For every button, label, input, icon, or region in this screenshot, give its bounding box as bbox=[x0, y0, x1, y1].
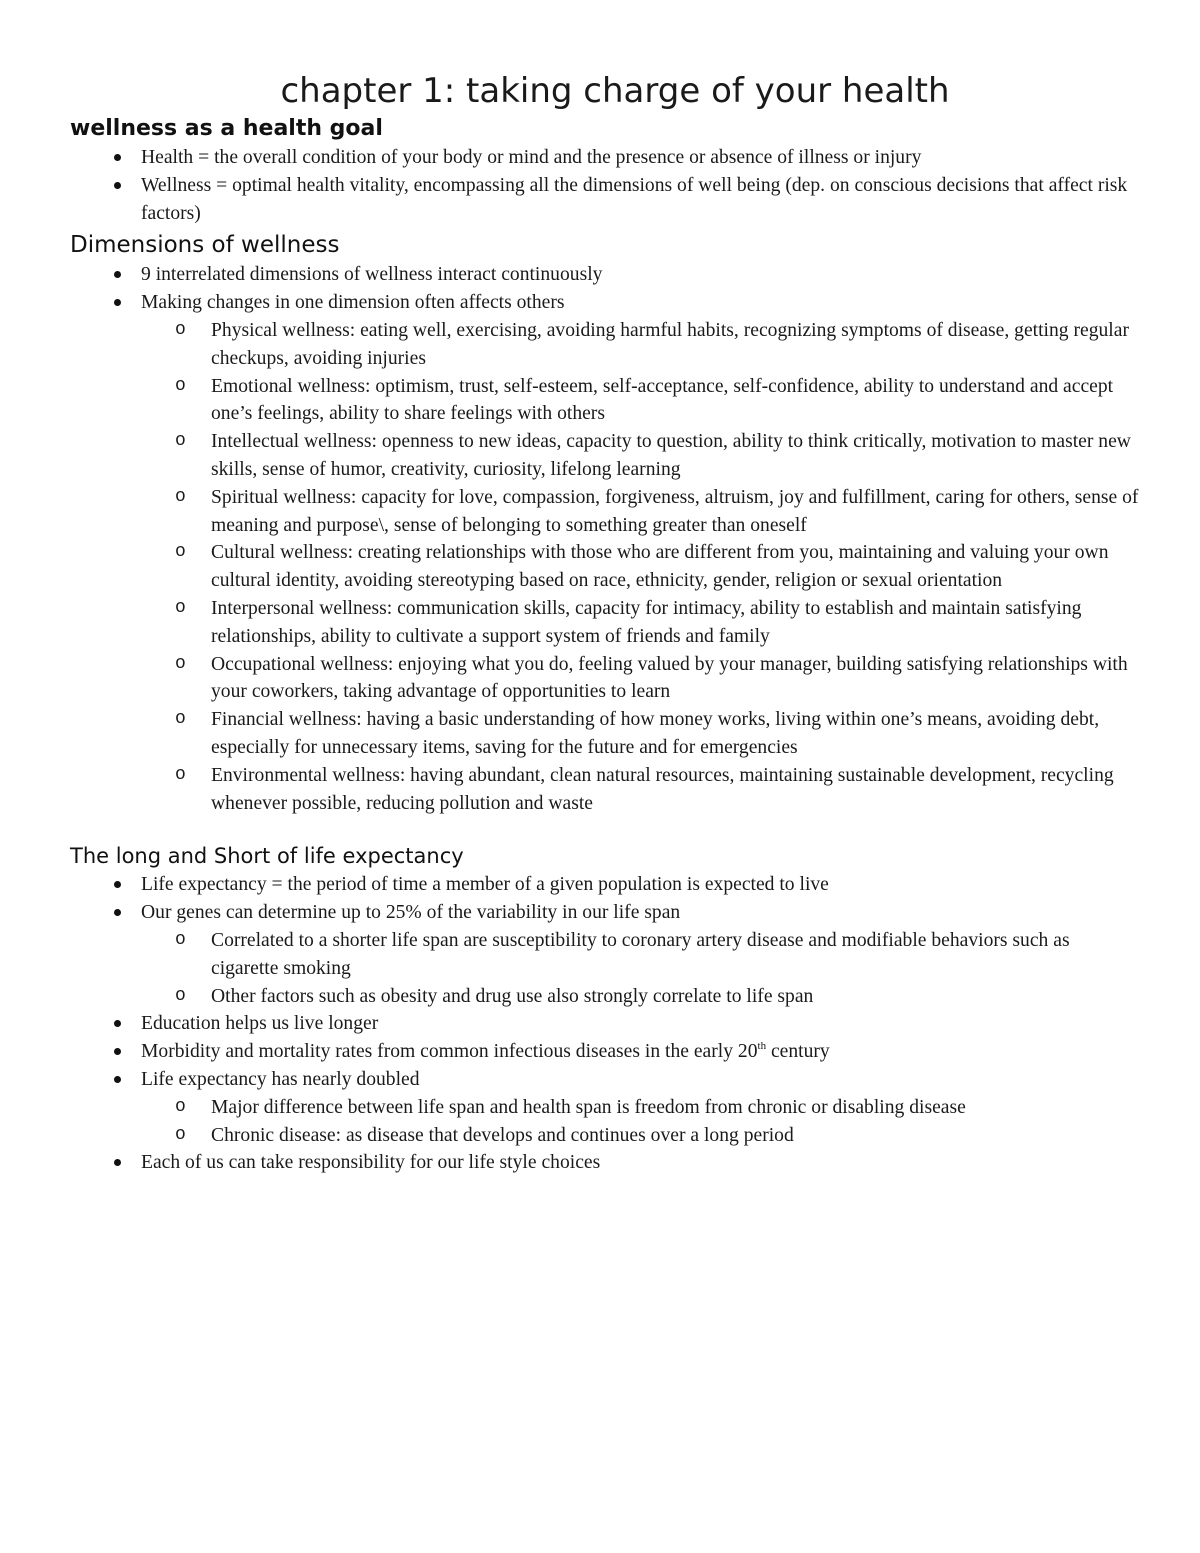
page-title: chapter 1: taking charge of your health bbox=[280, 71, 950, 111]
list-item: Wellness = optimal health vitality, encompassing all the dimensions of well being (dep. on conscious decisions that affect risk factors) bbox=[70, 172, 1140, 228]
bullet-list bbox=[70, 871, 1140, 927]
bullet-list bbox=[70, 144, 1140, 227]
sub-list-item: o Environmental wellness: having abundant, clean natural resources, maintaining sustainable development, recycling whenever possible, reducing pollution and waste bbox=[70, 762, 1140, 818]
document-page bbox=[70, 68, 1140, 1177]
section-heading-dimensions: Dimensions of wellness bbox=[70, 232, 340, 259]
list-item-text: century bbox=[766, 1041, 830, 1063]
bullet-list bbox=[70, 261, 1140, 317]
list-item: Each of us can take responsibility for our life style choices bbox=[70, 1149, 1140, 1177]
sub-list-item: o Occupational wellness: enjoying what you do, feeling valued by your manager, building satisfying relationships with your coworkers, taking advantage of opportunities to learn bbox=[70, 651, 1140, 707]
sub-list-item: o Correlated to a shorter life span are susceptibility to coronary artery disease and modifiable behaviors such as cigarette smoking bbox=[70, 927, 1140, 983]
bullet-list bbox=[70, 1010, 1140, 1093]
sub-bullet-list bbox=[70, 927, 1140, 1010]
bullet-list bbox=[70, 1149, 1140, 1177]
sub-list-item: o Interpersonal wellness: communication skills, capacity for intimacy, ability to establish and maintain satisfying relationships, ability to cultivate a support system of friends and family bbox=[70, 595, 1140, 651]
sub-list-item: o Financial wellness: having a basic understanding of how money works, living within one’s means, avoiding debt, especially for unnecessary items, saving for the future and for emergencies bbox=[70, 706, 1140, 762]
sub-list-item: o Chronic disease: as disease that develops and continues over a long period bbox=[70, 1122, 1140, 1150]
sub-list-item: o Intellectual wellness: openness to new ideas, capacity to question, ability to think critically, motivation to master new skills, sense of humor, creativity, curiosity, lifelong learning bbox=[70, 428, 1140, 484]
ordinal-suffix: th bbox=[757, 1040, 767, 1053]
list-item: Making changes in one dimension often affects others bbox=[70, 289, 1140, 317]
list-item: Life expectancy has nearly doubled bbox=[70, 1066, 1140, 1094]
sub-list-item: o Other factors such as obesity and drug use also strongly correlate to life span bbox=[70, 983, 1140, 1011]
section-heading-wellness-goal: wellness as a health goal bbox=[70, 116, 383, 141]
sub-list-item: o Physical wellness: eating well, exercising, avoiding harmful habits, recognizing symptoms of disease, getting regular checkups, avoiding injuries bbox=[70, 317, 1140, 373]
sub-bullet-list bbox=[70, 1094, 1140, 1150]
list-item: Life expectancy = the period of time a member of a given population is expected to live bbox=[70, 871, 1140, 899]
list-item-text: Morbidity and mortality rates from common infectious diseases in the early 20 bbox=[141, 1041, 758, 1063]
sub-bullet-list bbox=[70, 317, 1140, 817]
list-item: Education helps us live longer bbox=[70, 1010, 1140, 1038]
sub-list-item: o Spiritual wellness: capacity for love, compassion, forgiveness, altruism, joy and fulfillment, caring for others, sense of meaning and purpose\, sense of belonging to something greater than oneself bbox=[70, 484, 1140, 540]
section-heading-life-expectancy: The long and Short of life expectancy bbox=[70, 844, 464, 869]
list-item: Health = the overall condition of your body or mind and the presence or absence of illness or injury bbox=[70, 144, 1140, 172]
list-item bbox=[70, 1038, 1140, 1066]
sub-list-item: o Major difference between life span and health span is freedom from chronic or disabling disease bbox=[70, 1094, 1140, 1122]
list-item: Our genes can determine up to 25% of the variability in our life span bbox=[70, 899, 1140, 927]
sub-list-item: o Emotional wellness: optimism, trust, self-esteem, self-acceptance, self-confidence, ability to understand and accept one’s feelings, ability to share feelings with others bbox=[70, 373, 1140, 429]
sub-list-item: o Cultural wellness: creating relationships with those who are different from you, maintaining and valuing your own cultural identity, avoiding stereotyping based on race, ethnicity, gender, religion or sexual orientation bbox=[70, 539, 1140, 595]
list-item: 9 interrelated dimensions of wellness interact continuously bbox=[70, 261, 1140, 289]
